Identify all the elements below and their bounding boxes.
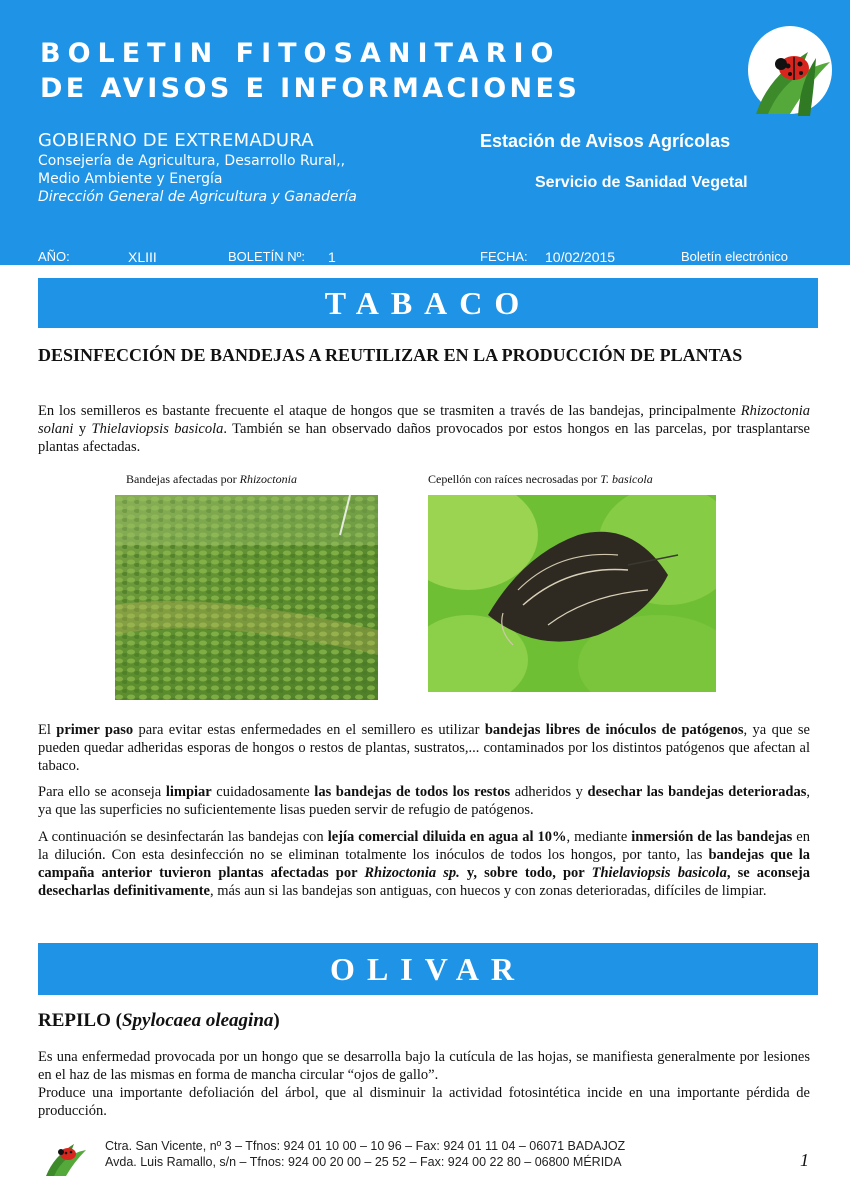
photo-caption-trays: Bandejas afectadas por Rhizoctonia <box>126 472 297 486</box>
service-name: Servicio de Sanidad Vegetal <box>535 174 748 191</box>
department-line2: Medio Ambiente y Energía <box>38 171 223 187</box>
olivar-paragraph-1: Es una enfermedad provocada por un hongo que se desarrolla bajo la cutícula de las hojas, se manifiesta generalmente por lesiones en el haz de las mismas en forma de mancha circular “ojos de gallo”. <box>38 1049 810 1083</box>
footer-ladybug-logo-icon <box>40 1130 88 1178</box>
bulletin-number-label: BOLETÍN Nº: <box>228 249 305 264</box>
footer-address-merida: Avda. Luis Ramallo, s/n – Tfnos: 924 00 20 00 – 25 52 – Fax: 924 00 22 80 – 06800 MÉRIDA <box>105 1155 622 1169</box>
species-name: Rhizoctonia solani <box>38 403 810 437</box>
date-label: FECHA: <box>480 249 528 264</box>
species-name: Thielaviopsis basicola <box>91 421 224 437</box>
tabaco-paragraph-1: El primer paso para evitar estas enfermedades en el semillero es utilizar bandejas libres de inóculos de patógenos, ya que se pueden quedar adheridas esporas de hongos o restos de plantas, sustratos,... contaminados por los distintos patógenos que afectan al tabaco. <box>38 722 810 774</box>
tabaco-paragraph-2: Para ello se aconseja limpiar cuidadosamente las bandejas de todos los restos adheridos y desechar las bandejas deterioradas, ya que las superficies no suficientemente lisas pueden servir de refugio de patógenos. <box>38 784 810 818</box>
edition-label: Boletín electrónico <box>681 249 788 264</box>
bulletin-title-line1: BOLETIN FITOSANITARIO <box>40 38 561 69</box>
bulletin-title-line2: DE AVISOS E INFORMACIONES <box>40 73 581 104</box>
year-value: XLIII <box>128 249 157 265</box>
station-name: Estación de Avisos Agrícolas <box>480 131 731 151</box>
government-name: GOBIERNO DE EXTREMADURA <box>38 130 314 151</box>
bulletin-number-value: 1 <box>328 249 336 265</box>
directorate: Dirección General de Agricultura y Ganadería <box>38 189 357 205</box>
government-block <box>38 130 357 205</box>
bulletin-header <box>0 0 850 265</box>
department-line1: Consejería de Agricultura, Desarrollo Rural,, <box>38 153 346 169</box>
tabaco-heading: DESINFECCIÓN DE BANDEJAS A REUTILIZAR EN LA PRODUCCIÓN DE PLANTAS <box>38 345 743 365</box>
year-label: AÑO: <box>38 249 70 264</box>
necrotic-root-ball-photo <box>428 495 716 692</box>
photo-caption-roots: Cepellón con raíces necrosadas por T. basicola <box>428 472 653 486</box>
section-banner-tabaco: TABACO <box>38 278 818 328</box>
tabaco-intro-paragraph: En los semilleros es bastante frecuente el ataque de hongos que se trasmiten a través de las bandejas, principalmente Rhizoctonia solani y Thielaviopsis basicola. También se han observado daños provocados por estos hongos en las parcelas, por trasplantarse plantas afectadas. <box>38 403 810 455</box>
ladybug-logo-icon <box>738 22 838 118</box>
olivar-heading: REPILO (Spylocaea oleagina) <box>38 1010 280 1031</box>
affected-trays-photo <box>115 495 378 700</box>
date-value: 10/02/2015 <box>545 249 616 265</box>
footer-address-badajoz: Ctra. San Vicente, nº 3 – Tfnos: 924 01 10 00 – 10 96 – Fax: 924 01 11 04 – 06071 BADAJOZ <box>105 1139 626 1153</box>
section-banner-olivar: OLIVAR <box>38 943 818 995</box>
tabaco-paragraph-3: A continuación se desinfectarán las bandejas con lejía comercial diluida en agua al 10%, mediante inmersión de las bandejas en la dilución. Con esta desinfección no se eliminan totalmente los inóculos de todos los hongos, por tanto, las bandejas que la campaña anterior tuvieron plantas afectadas por Rhizoctonia sp. y, sobre todo, por Thielaviopsis basicola, se aconseja desecharlas definitivamente, más aun si las bandejas son antiguas, con huecos y con zonas deterioradas, difíciles de limpiar. <box>38 829 810 899</box>
page-number: 1 <box>800 1150 809 1170</box>
olivar-paragraph-2: Produce una importante defoliación del árbol, que al disminuir la actividad fotosintética incide en una importante pérdida de producción. <box>38 1085 810 1119</box>
